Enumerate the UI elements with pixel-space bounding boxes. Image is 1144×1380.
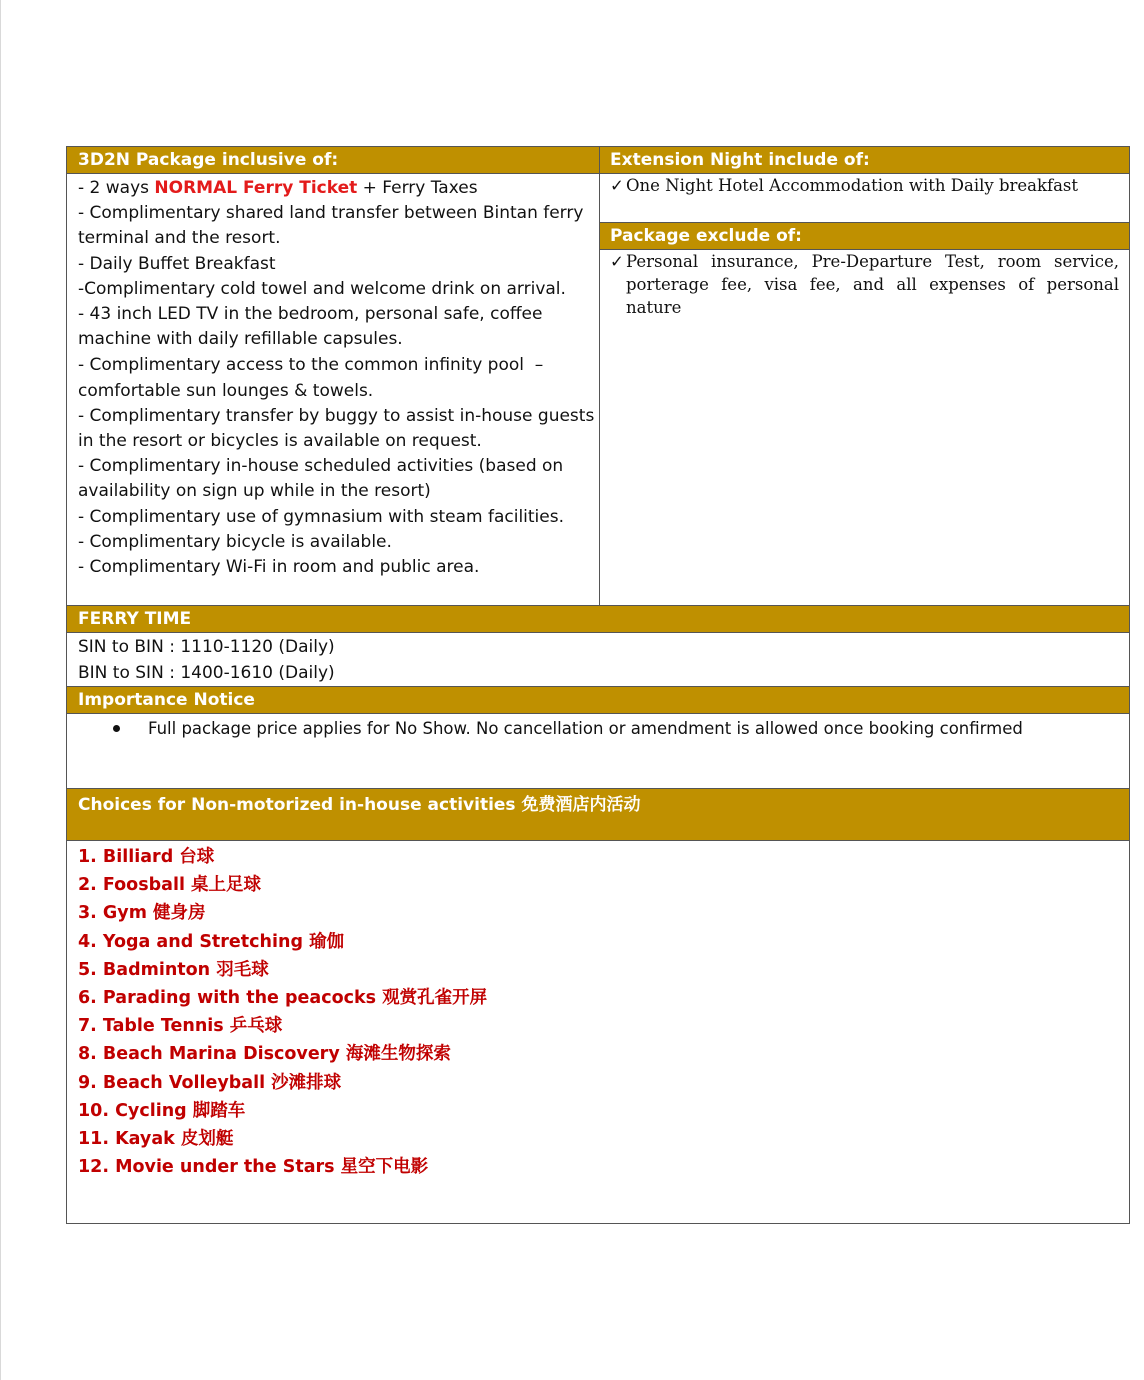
choice-item: 4. Yoga and Stretching 瑜伽 <box>78 931 345 952</box>
extension-body <box>600 174 1129 222</box>
inclusive-line: - Daily Buffet Breakfast <box>78 253 276 274</box>
ferry-bin-to-sin: BIN to SIN : 1400-1610 (Daily) <box>78 663 335 683</box>
choice-item: 2. Foosball 桌上足球 <box>78 875 262 896</box>
choice-item: 11. Kayak 皮划艇 <box>78 1129 234 1150</box>
extension-item <box>600 174 1129 197</box>
choice-item: 12. Movie under the Stars 星空下电影 <box>78 1157 429 1178</box>
checkmark-icon: ✓ <box>610 176 624 195</box>
inclusive-line: machine with daily refillable capsules. <box>78 329 403 350</box>
inclusive-line: in the resort or bicycles is available on request. <box>78 431 482 452</box>
inclusive-line: comfortable sun lounges & towels. <box>78 380 374 401</box>
inclusive-line: - Complimentary shared land transfer between Bintan ferry <box>78 203 584 224</box>
choice-item: 3. Gym 健身房 <box>78 903 206 924</box>
page-edge <box>0 0 1 1380</box>
choice-item: 7. Table Tennis 乒乓球 <box>78 1016 283 1037</box>
choice-item: 1. Billiard 台球 <box>78 847 215 867</box>
extension-column <box>600 147 1129 605</box>
inclusive-line: terminal and the resort. <box>78 228 281 249</box>
inclusive-header: 3D2N Package inclusive of: <box>67 147 599 174</box>
checkmark-icon: ✓ <box>610 252 624 271</box>
exclude-body <box>600 250 1129 319</box>
extension-header: Extension Night include of: <box>600 147 1129 174</box>
inclusive-line: - 43 inch LED TV in the bedroom, personal safe, coffee <box>78 304 543 325</box>
inclusive-line: - Complimentary Wi-Fi in room and public area. <box>78 557 480 578</box>
exclude-header: Package exclude of: <box>600 222 1129 250</box>
exclude-line: Personal insurance, Pre-Departure Test, room service, <box>626 252 1119 271</box>
inclusive-line: - Complimentary transfer by buggy to assist in-house guests <box>78 405 595 426</box>
choice-item: 5. Badminton 羽毛球 <box>78 959 269 980</box>
notice-header: Importance Notice <box>67 687 1129 714</box>
inclusive-line: availability on sign up while in the resort) <box>78 481 431 502</box>
inclusive-line: - Complimentary use of gymnasium with steam facilities. <box>78 506 565 527</box>
inclusive-column <box>67 147 600 605</box>
choice-item: 9. Beach Volleyball 沙滩排球 <box>78 1072 342 1093</box>
inclusive-item-ferry <box>78 176 588 201</box>
inclusive-line: - Complimentary bicycle is available. <box>78 531 392 552</box>
ferry-suffix: + Ferry Taxes <box>357 178 478 198</box>
exclude-item <box>600 250 1129 319</box>
bullet-icon <box>113 725 120 732</box>
choice-item: 6. Parading with the peacocks 观赏孔雀开屏 <box>78 988 488 1009</box>
package-row <box>67 147 1129 606</box>
ferry-sin-to-bin: SIN to BIN : 1110-1120 (Daily) <box>78 637 335 657</box>
choice-item: 10. Cycling 脚踏车 <box>78 1100 246 1121</box>
ferry-times <box>67 633 1129 687</box>
notice-text: Full package price applies for No Show. No cancellation or amendment is allowed once booking confirmed <box>148 719 1023 738</box>
ferry-highlight: NORMAL Ferry Ticket <box>154 178 358 198</box>
inclusive-line: - Complimentary in-house scheduled activities (based on <box>78 456 564 477</box>
inclusive-line: -Complimentary cold towel and welcome drink on arrival. <box>78 278 566 299</box>
exclude-line: porterage fee, visa fee, and all expenses of personal nature <box>626 275 1119 317</box>
choices-header: Choices for Non-motorized in-house activities 免费酒店内活动 <box>67 789 1129 841</box>
ferry-header: FERRY TIME <box>67 606 1129 633</box>
inclusive-list <box>67 174 599 580</box>
extension-text: One Night Hotel Accommodation with Daily breakfast <box>626 176 1079 195</box>
exclude-text <box>626 250 1119 319</box>
ferry-prefix: - 2 ways <box>78 178 155 198</box>
notice-body <box>67 714 1129 789</box>
choice-item: 8. Beach Marina Discovery 海滩生物探索 <box>78 1044 451 1065</box>
package-table <box>66 146 1130 1224</box>
inclusive-line: - Complimentary access to the common infinity pool – <box>78 355 544 376</box>
choices-list <box>67 841 1129 1223</box>
